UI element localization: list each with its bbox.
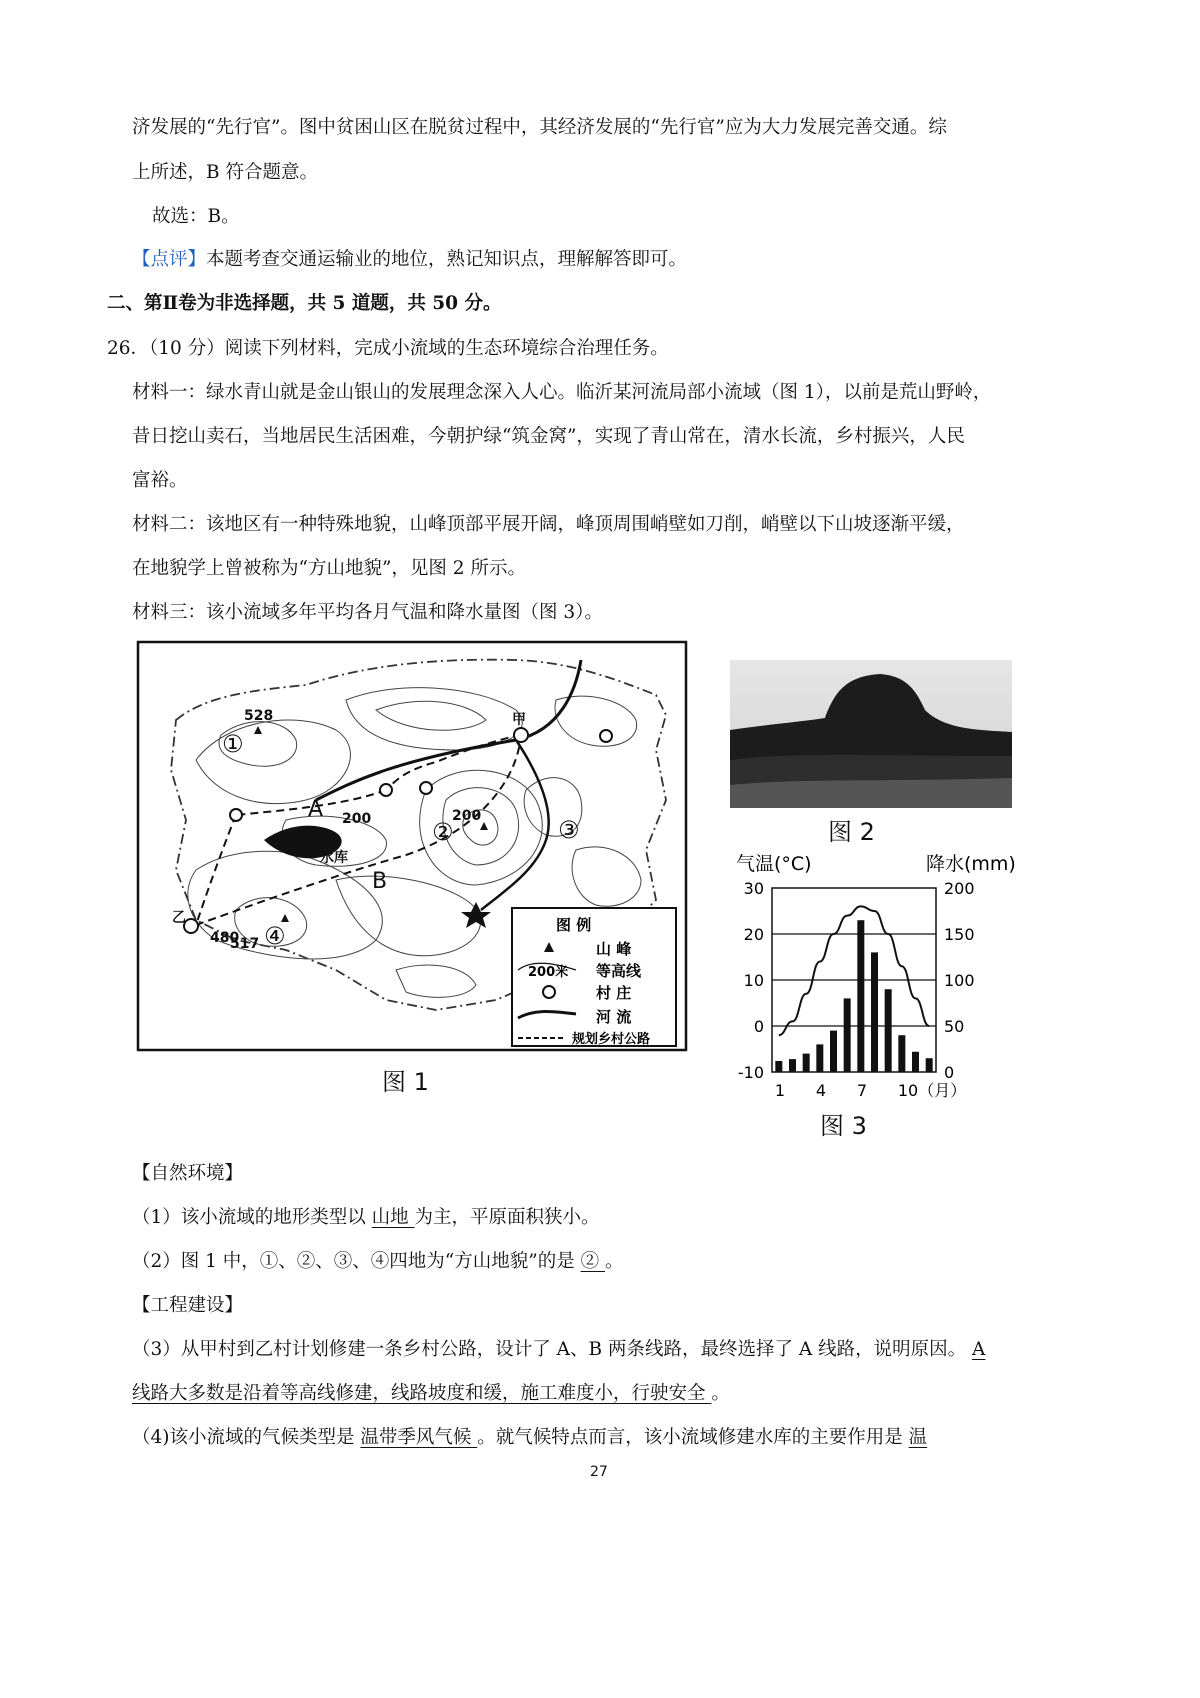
answer-3-cont [132,1382,730,1406]
review-line [132,248,687,272]
review-text: 本题考查交通运输业的地位，熟记知识点，理解解答即可。 [206,249,688,270]
precipitation-bar [926,1058,933,1072]
height-528: 528 [244,708,274,724]
precipitation-bar [789,1059,796,1072]
point-4-label: ④ [264,922,286,950]
height-480: 480 [210,930,240,946]
x-tick-label: 1 [774,1081,786,1100]
text-line-1: 济发展的“先行官”。图中贫困山区在脱贫过程中，其经济发展的“先行官”应为大力发展完善交通。综 [132,117,947,138]
legend-road: 规划乡村公路 [572,1032,651,1047]
point-2-label: ② [432,818,454,846]
precipitation-bar [803,1054,810,1072]
right-tick-label: 200 [944,879,975,898]
precipitation-bar [885,989,892,1072]
material-3: 材料三：该小流域多年平均各月气温和降水量图（图 3）。 [132,602,603,623]
figure-3-climate-chart [716,840,1016,1140]
left-tick-label: 20 [743,925,764,944]
answer-4 [132,1426,927,1450]
material-1-line-3: 富裕。 [132,470,188,491]
answer-1-suffix: 为主，平原面积狭小。 [414,1207,600,1228]
material-1-line-1: 材料一：绿水青山就是金山银山的发展理念深入人心。临沂某河流局部小流域（图 1），以前是荒山野岭， [132,382,992,403]
precipitation-bar [912,1052,919,1072]
answer-2 [132,1250,624,1274]
point-3-label: ③ [558,816,580,844]
precipitation-bar [898,1035,905,1072]
page-number: 27 [590,1464,608,1480]
text-line-2: 上所述，B 符合题意。 [132,162,318,183]
text-line-3: 故选：B。 [152,206,240,227]
review-tag: 【点评】 [132,249,207,270]
answer-1 [132,1206,600,1230]
answer-4-value: 温带季风气候 [360,1427,478,1448]
answer-1-prompt: （1）该小流域的地形类型以 [132,1207,372,1228]
legend-village: 村 庄 [596,984,632,1002]
answer-3-value: 线路大多数是沿着等高线修建，线路坡度和缓，施工难度小，行驶安全 [132,1383,712,1404]
answer-2-suffix: 。 [605,1251,624,1272]
point-1-label: ① [222,730,244,758]
left-axis-label: 气温(°C) [736,853,812,875]
material-2-line-1: 材料二：该地区有一种特殊地貌，山峰顶部平展开阔，峰顶周围峭壁如刀削，峭壁以下山坡逐渐平缓， [132,514,965,535]
legend-river: 河 流 [596,1008,632,1026]
legend-peak: 山 峰 [596,940,632,958]
left-tick-label: 0 [753,1017,764,1036]
left-tick-label: 10 [743,971,764,990]
figure-1-caption: 图 1 [382,1068,429,1096]
answer-3 [132,1338,985,1362]
precipitation-bar [816,1044,823,1072]
x-tick-label: 7 [856,1081,868,1100]
temperature-line [779,906,929,1035]
answer-4-value-2: 温 [908,1427,928,1448]
route-b-label: B [372,869,388,894]
legend-village-icon [543,986,555,998]
x-tick-label: 10（月） [897,1081,967,1100]
material-2-line-2: 在地貌学上曾被称为“方山地貌”，见图 2 所示。 [132,558,526,579]
right-tick-label: 150 [944,925,975,944]
precipitation-bar [830,1031,837,1072]
x-tick-label: 4 [815,1081,827,1100]
left-tick-label: -10 [737,1063,764,1082]
question-26: 26．（10 分）阅读下列材料，完成小流域的生态环境综合治理任务。 [107,338,669,359]
height-517: 517 [230,936,260,952]
figure-2-caption: 图 2 [828,818,875,846]
precipitation-bar [775,1061,782,1072]
map-legend [512,908,676,1047]
route-a-label: A [308,797,324,822]
right-tick-label: 0 [944,1063,955,1082]
village-yi-label: 乙 [172,910,186,926]
answer-3-suffix: 。 [711,1383,730,1404]
figure-2-photo [730,660,1012,808]
answer-2-value: ② [580,1251,605,1272]
legend-contour-value: 200米 [528,965,569,980]
right-tick-label: 50 [944,1017,965,1036]
answer-3-value-start: A [972,1339,986,1360]
legend-contour: 等高线 [596,962,642,980]
answer-2-prompt: （2）图 1 中，①、②、③、④四地为“方山地貌”的是 [132,1251,581,1272]
reservoir-label: 水库 [320,850,348,866]
height-200-a: 200 [342,811,372,827]
left-tick-label: 30 [743,879,764,898]
section-heading: 二、第Ⅱ卷为非选择题，共 5 道题，共 50 分。 [107,293,502,314]
right-axis-label: 降水(mm) [926,853,1016,875]
heading-natural-environment: 【自然环境】 [132,1163,244,1184]
answer-3-prompt: （3）从甲村到乙村计划修建一条乡村公路，设计了 A、B 两条线路，最终选择了 A 线路，说明原因。 [132,1339,972,1360]
material-1-line-2: 昔日挖山卖石，当地居民生活困难，今朝护绿“筑金窝”，实现了青山常在，清水长流，乡村振兴，人民 [132,426,965,447]
right-tick-label: 100 [944,971,975,990]
figure-3-caption: 图 3 [820,1112,867,1140]
answer-1-value: 山地 [371,1207,415,1228]
precipitation-bar [871,952,878,1072]
precipitation-bar [844,998,851,1072]
precipitation-bar [857,920,864,1072]
answer-4-prompt: （4)该小流域的气候类型是 [132,1427,361,1448]
figure-1-map [136,640,692,1060]
heading-engineering: 【工程建设】 [132,1295,244,1316]
village-jia-label: 甲 [512,712,526,728]
legend-title: 图 例 [556,916,592,934]
answer-4-middle: 。就气候特点而言，该小流域修建水库的主要作用是 [477,1427,909,1448]
height-200-b: 200 [452,808,482,824]
